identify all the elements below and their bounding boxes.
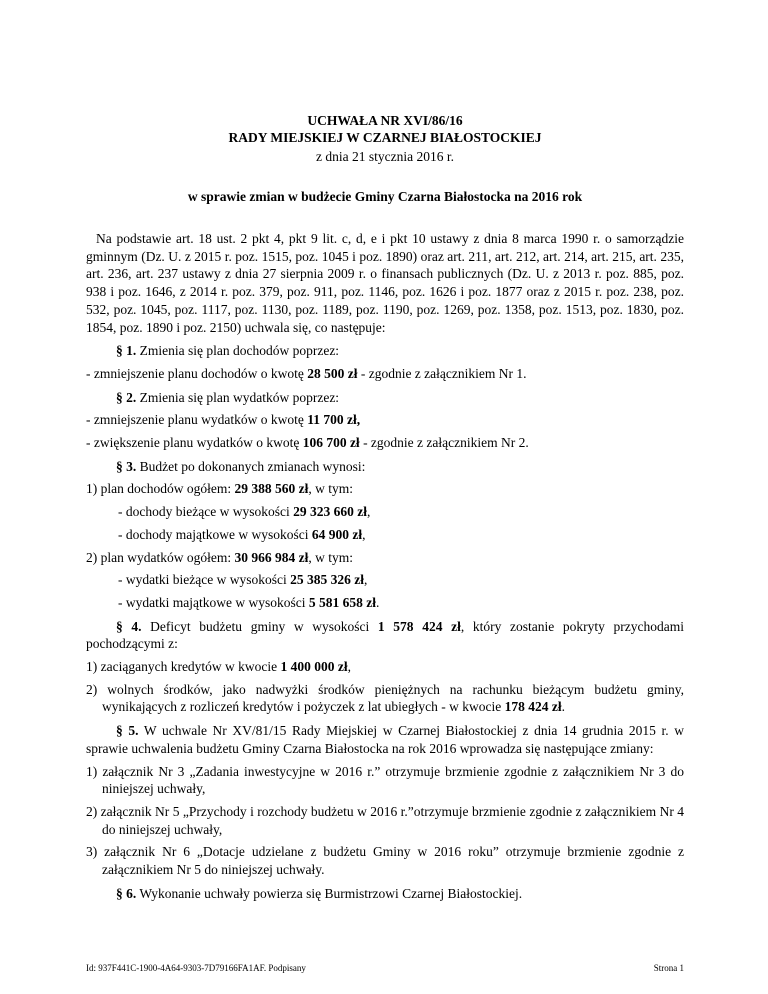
- section-6: § 6. Wykonanie uchwały powierza się Burmistrzowi Czarnej Białostockiej.: [116, 885, 523, 901]
- section-1: § 1. Zmienia się plan dochodów poprzez:: [116, 343, 340, 359]
- section-number: § 2.: [116, 389, 137, 405]
- section-3-point-2b: - wydatki majątkowe w wysokości 5 581 658 zł.: [118, 594, 380, 610]
- section-number: § 4.: [116, 618, 142, 634]
- section-number: § 3.: [116, 458, 137, 474]
- section-2-item-1: - zmniejszenie planu wydatków o kwotę 11 700 zł,: [86, 412, 361, 428]
- section-3-point-2a: - wydatki bieżące w wysokości 25 385 326 zł,: [118, 572, 368, 588]
- section-number: § 6.: [116, 885, 137, 901]
- intro-paragraph: Na podstawie art. 18 ust. 2 pkt 4, pkt 9 lit. c, d, e i pkt 10 ustawy z dnia 8 marca 1990 r. o samorządzie gminnym (Dz. U. z 2015 r. poz. 1515, poz. 1045 i poz. 1890) oraz art. 211, art. 212, art. 214, art. 215, art. 235, art. 236, art. 237 ustawy z dnia 27 sierpnia 2009 r. o finansach publicznych (Dz. U. z 2013 r. poz. 885, poz. 938 i poz. 1646, z 2014 r. poz. 379, poz. 911, poz. 1146, poz. 1626 i poz. 1877 oraz z 2015 r. poz. 238, poz. 532, poz. 1045, poz. 1117, poz. 1130, poz. 1189, poz. 1190, poz. 1269, poz. 1358, poz. 1513, poz. 1830, poz. 1854, poz. 1890 i poz. 2150) uchwala się, co następuje:: [86, 231, 684, 335]
- document-id: Id: 937F441C-1900-4A64-9303-7D79166FA1AF. Podpisany: [86, 963, 306, 973]
- section-5: § 5. W uchwale Nr XV/81/15 Rady Miejskiej w Czarnej Białostockiej z dnia 14 grudnia 2015 r. w sprawie uchwalenia budżetu Gminy Czarna Białostocka na rok 2016 wprowadza się następujące zmiany:: [86, 723, 684, 756]
- title-line-1: UCHWAŁA NR XVI/86/16: [307, 113, 463, 128]
- section-2: § 2. Zmienia się plan wydatków poprzez:: [116, 389, 340, 405]
- document-date: z dnia 21 stycznia 2016 r.: [316, 149, 454, 164]
- section-2-item-2: - zwiększenie planu wydatków o kwotę 106 700 zł - zgodnie z załącznikiem Nr 2.: [86, 435, 529, 451]
- section-1-item: - zmniejszenie planu dochodów o kwotę 28 500 zł - zgodnie z załącznikiem Nr 1.: [86, 365, 527, 381]
- section-number: § 1.: [116, 343, 137, 359]
- section-3: § 3. Budżet po dokonanych zmianach wynosi:: [116, 458, 366, 474]
- section-4-point-1: 1) zaciąganych kredytów w kwocie 1 400 000 zł,: [86, 659, 352, 675]
- section-5-point-1: 1) załącznik Nr 3 „Zadania inwestycyjne w 2016 r.” otrzymuje brzmienie zgodnie z załącznikiem Nr 3 do niniejszej uchwały,: [86, 763, 684, 797]
- section-3-point-2: 2) plan wydatków ogółem: 30 966 984 zł, w tym:: [86, 549, 353, 565]
- section-5-point-2: 2) załącznik Nr 5 „Przychody i rozchody budżetu w 2016 r.”otrzymuje brzmienie zgodnie z załącznikiem Nr 4 do niniejszej uchwały,: [86, 803, 684, 837]
- document-subject: w sprawie zmian w budżecie Gminy Czarna Białostocka na 2016 rok: [187, 189, 583, 204]
- title-line-2: RADY MIEJSKIEJ W CZARNEJ BIAŁOSTOCKIEJ: [228, 130, 542, 145]
- section-3-point-1b: - dochody majątkowe w wysokości 64 900 zł,: [118, 526, 366, 542]
- section-4-point-2: 2) wolnych środków, jako nadwyżki środków pieniężnych na rachunku bieżącym budżetu gminy, wynikających z rozliczeń kredytów i pożyczek z lat ubiegłych - w kwocie 178 424 zł.: [86, 681, 684, 715]
- section-5-point-3: 3) załącznik Nr 6 „Dotacje udzielane z budżetu Gminy w 2016 roku” otrzymuje brzmienie zgodnie z załącznikiem Nr 5 do niniejszej uchwały.: [86, 844, 684, 878]
- section-3-point-1a: - dochody bieżące w wysokości 29 323 660 zł,: [118, 504, 371, 520]
- page-number: Strona 1: [653, 963, 684, 973]
- document-body: [86, 230, 684, 903]
- section-3-point-1: 1) plan dochodów ogółem: 29 388 560 zł, w tym:: [86, 481, 353, 497]
- section-4: § 4. Deficyt budżetu gminy w wysokości 1 578 424 zł, który zostanie pokryty przychodami pochodzącymi z:: [86, 618, 685, 652]
- section-number: § 5.: [116, 723, 139, 739]
- document-title: [86, 112, 684, 146]
